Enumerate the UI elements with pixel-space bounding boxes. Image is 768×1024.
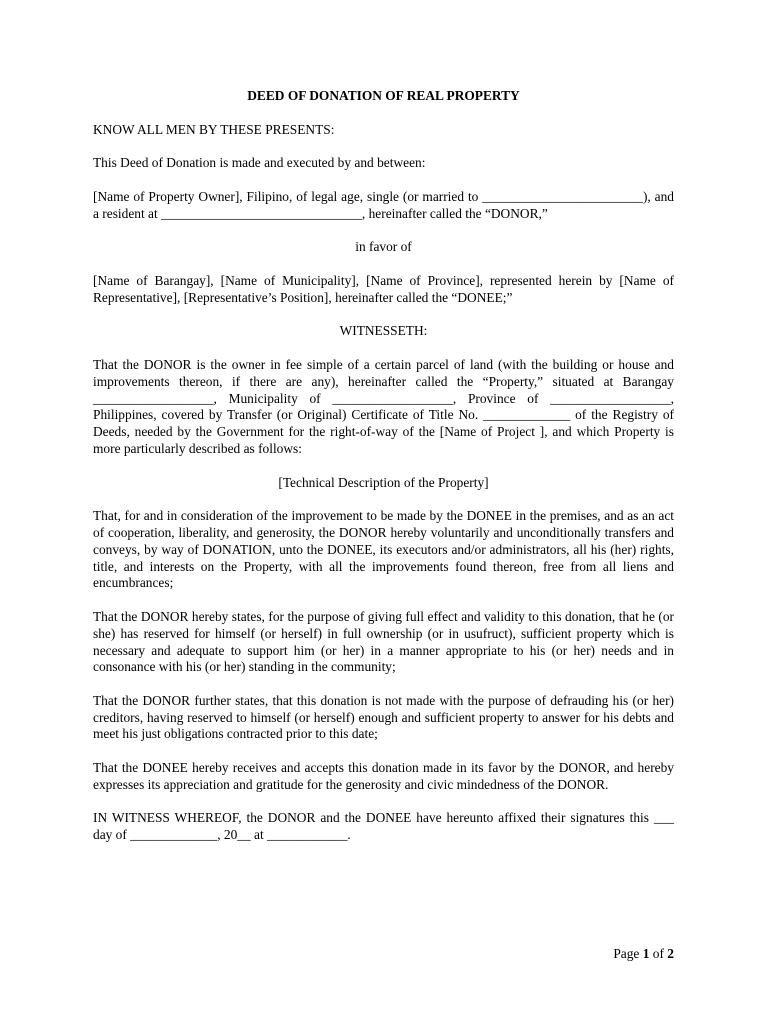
preamble: KNOW ALL MEN BY THESE PRESENTS:: [93, 121, 335, 137]
technical-description-line: [Technical Description of the Property]: [278, 474, 489, 490]
page-number: [613, 946, 674, 963]
page-total: 2: [667, 946, 674, 961]
page-current: 1: [642, 946, 650, 961]
intro-paragraph: This Deed of Donation is made and executed by and between:: [93, 155, 426, 171]
page-of-label: of: [652, 946, 664, 961]
property-paragraph: That the DONOR is the owner in fee simple of a certain parcel of land (with the building or house and improvements thereon, if there are any), hereinafter called the “Property,” situated at Barangay __________________, Municipality of __________________, Province of __________________, Philippines, covered by Transfer (or Original) Certificate of Title No. _____________ of the Registry of Deeds, needed by the Government for the right-of-way of the [Name of Project ], and which Property is more particularly described as follows:: [93, 356, 674, 456]
donor-paragraph: [Name of Property Owner], Filipino, of legal age, single (or married to ________________________), and a resident at ______________________________, hereinafter called the “DONOR,”: [93, 188, 674, 221]
no-fraud-paragraph: That the DONOR further states, that this donation is not made with the purpose of defrauding his (or her) creditors, having reserved to himself (or herself) enough and sufficient property to answer for his debts and meet his just obligations contracted prior to this date;: [93, 692, 674, 742]
witnesseth-heading: WITNESSETH:: [339, 323, 428, 339]
document-title: DEED OF DONATION OF REAL PROPERTY: [247, 88, 520, 103]
page-label: Page: [613, 946, 640, 961]
donee-paragraph: [Name of Barangay], [Name of Municipality], [Name of Province], represented herein by [Name of Representative], [Representative’s Position], hereinafter called the “DONEE;”: [93, 272, 674, 305]
acceptance-paragraph: That the DONEE hereby receives and accepts this donation made in its favor by the DONOR, and hereby expresses its appreciation and gratitude for the generosity and civic mindedness of the DONOR.: [93, 760, 674, 792]
reservation-paragraph: That the DONOR hereby states, for the purpose of giving full effect and validity to this donation, that he (or she) has reserved for himself (or herself) in full ownership (or in usufruct), sufficient property which is necessary and adequate to support him (or her) in a manner appropriate to his (or her) needs and in consonance with his (or her) standing in the community;: [93, 608, 674, 675]
consideration-paragraph: That, for and in consideration of the improvement to be made by the DONEE in the premises, and as an act of cooperation, liberality, and generosity, the DONOR hereby voluntarily and unconditionally transfers and conveys, by way of DONATION, unto the DONEE, its executors and/or administrators, all his (her) rights, title, and interests on the Property, with all the improvements found thereon, free from all liens and encumbrances;: [93, 508, 674, 591]
witness-whereof-paragraph: IN WITNESS WHEREOF, the DONOR and the DONEE have hereunto affixed their signatures this ___ day of _____________, 20__ at ____________.: [93, 810, 674, 843]
in-favor-of-line: in favor of: [355, 239, 412, 255]
document-page: [93, 88, 674, 861]
